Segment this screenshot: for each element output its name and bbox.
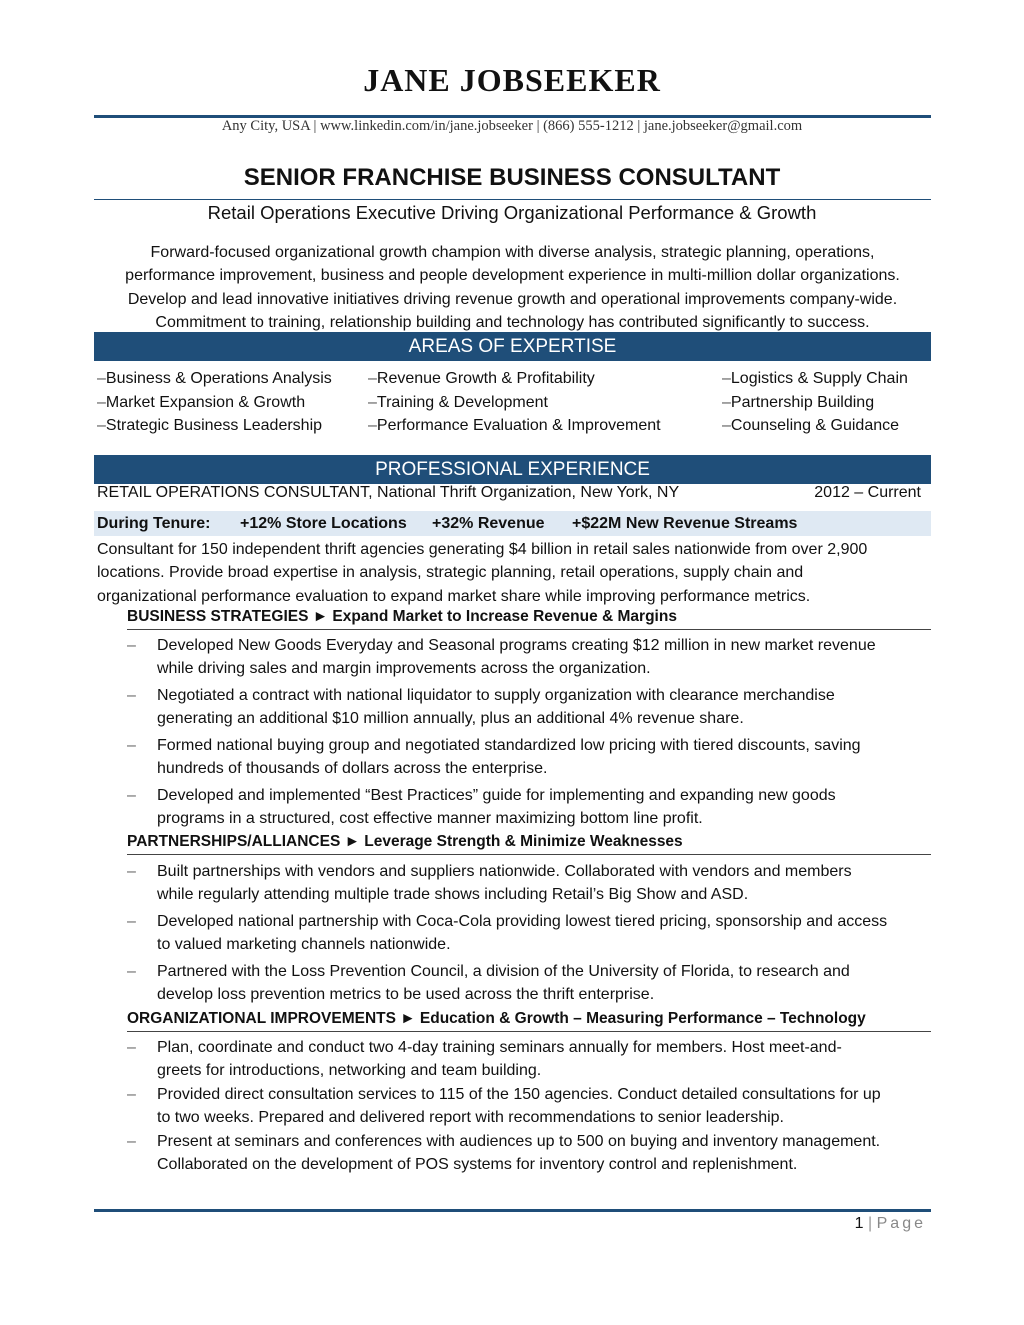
expertise-column-3 [722,367,908,438]
dash-icon: – [722,393,731,411]
dash-icon: – [127,737,136,754]
dash-icon: – [368,417,377,434]
resume-page: JANE JOBSEEKER Any City, USA | www.linkedin.com/in/jane.jobseeker | (866) 555-1212 | jane.jobseeker@gmail.com SENIOR FRANCHISE BUSINESS CONSULTANT Retail Operations Executive Driving Organizational Performance & Growth Forward-focused organizational growth champion with diverse analysis, strategic planning, operations, performance improvement, business and people development experience in multi-million dollar organizations. Develop and lead innovative initiatives driving revenue growth and operational improvements company-wide. Commitment to training, relationship building and technology has contributed significantly to success. AREAS OF EXPERTISE –Business & Operations Analysis –Market Expansion & Growth –Strategic Business Leadership –Revenue Growth & Profitability –Training & Development –Performance Evaluation & Improvement –Logistics & Supply Chain –Partnership Building –Counseling & Guidance PROFESSIONAL EXPERIENCE RETAIL OPERATIONS CONSULTANT, National Thrift Organization, New York, NY 2012 – Current During Tenure: +12% Store Locations +32% Revenue +$22M New Revenue Streams Consultant for 150 independent thrift agencies generating $4 billion in retail sales nationwide from over 2,900 locations. Provide broad expertise in analysis, strategic planning, retail operations, supply chain and organizational performance evaluation to expand market share while improving performance metrics. BUSINESS STRATEGIES ► Expand Market to Increase Revenue & Margins – Developed New Goods Everyday and Seasonal programs creating $12 million in new market revenue while driving sales and margin improvements across the organization. – Negotiated a contract with national liquidator to supply organization with clearance merchandise generating an additional $10 million annually, plus an additional 4% revenue share. – Formed national buying group and negotiated standardized low pricing with tiered discounts, saving hundreds of thousands of dollars across the enterprise. – Developed and implemented “Best Practices” guide for implementing and expanding new goods programs in a structured, cost effective manner maximizing bottom line profit. PARTNERSHIPS/ALLIANCES ► Leverage Strength & Minimize Weaknesses – Built partnerships with vendors and suppliers nationwide. Collaborated with vendors and members while regularly attending multiple trade shows including Retail’s Big Show and ASD. – Developed national partnership with Coca-Cola providing lowest tiered pricing, sponsorship and access to valued marketing channels nationwide. – Partnered with the Loss Prevention Council, a division of the University of Florida, to research and develop loss prevention metrics to be used across the thrift enterprise. ORGANIZATIONAL IMPROVEMENTS ► Education & Growth – Measuring Performance – Technology – Plan, coordinate and conduct two 4-day training seminars annually for members. Host meet-and- greets for introductions, networking and team building. – Provided direct consultation services to 115 of the 150 agencies. Conduct detailed consultations for up to two weeks. Prepared and delivered report with recommendations to senior leadership. – Present at seminars and conferences with audiences up to 500 on buying and inventory management. Collaborated on the development of POS systems for inventory control and replenishment. 1 | Page [0,0,1024,1325]
expertise-item: –Revenue Growth & Profitability [368,370,595,387]
dash-icon: – [97,393,106,411]
dash-icon: – [127,637,136,654]
overview-line: organizational performance evaluation to expand market share while improving performance metrics. [97,587,811,605]
expertise-column-1 [97,367,332,438]
expertise-item: –Strategic Business Leadership [97,417,323,434]
tenure-highlights [94,511,931,536]
headline-divider [94,199,931,200]
subsection-heading: BUSINESS STRATEGIES ► Expand Market to Increase Revenue & Margins [127,608,931,630]
dash-icon: – [127,963,136,980]
tenure-label: During Tenure: [97,515,211,532]
footer-divider [94,1209,931,1212]
overview-line: Consultant for 150 independent thrift agencies generating $4 billion in retail sales nationwide from over 2,900 [97,541,868,558]
candidate-name: JANE JOBSEEKER [363,62,661,98]
expertise-section-header: AREAS OF EXPERTISE [94,332,931,361]
dash-icon: – [368,393,377,411]
dash-icon: – [127,863,136,880]
page-label: Page [876,1215,926,1232]
expertise-item: –Partnership Building [722,393,875,411]
expertise-column-2 [368,367,661,438]
expertise-item: –Market Expansion & Growth [97,393,306,411]
dash-icon: – [127,1086,136,1103]
expertise-item: –Business & Operations Analysis [97,370,332,387]
expertise-item: –Training & Development [368,393,548,411]
page-separator: | [868,1215,873,1232]
expertise-item: –Performance Evaluation & Improvement [368,417,661,434]
dash-icon: – [127,1133,136,1150]
overview-line: locations. Provide broad expertise in analysis, strategic planning, retail operations, supply chain and [97,564,804,582]
dash-icon: – [127,687,136,704]
dash-icon: – [722,370,731,387]
job-overview [97,538,933,608]
dash-icon: – [97,370,106,387]
summary-line: Develop and lead innovative initiatives driving revenue growth and operational improvements company-wide. [127,290,898,308]
dash-icon: – [368,370,377,387]
contact-line: Any City, USA | www.linkedin.com/in/jane.jobseeker | (866) 555-1212 | jane.jobseeker@gmail.com [221,118,803,134]
dash-icon: – [127,787,136,804]
resume-subheadline: Retail Operations Executive Driving Organizational Performance & Growth [207,202,817,223]
summary-line: Forward-focused organizational growth champion with diverse analysis, strategic planning, operations, [150,244,875,261]
subsection-heading: PARTNERSHIPS/ALLIANCES ► Leverage Strength & Minimize Weaknesses [127,833,931,855]
summary-line: Commitment to training, relationship building and technology has contributed significantly to success. [155,313,870,331]
page-footer [855,1215,926,1233]
tenure-stat: +12% Store Locations [240,515,407,532]
tenure-stat: +32% Revenue [432,515,545,532]
summary-paragraph [92,241,933,334]
experience-section-header: PROFESSIONAL EXPERIENCE [94,455,931,484]
tenure-stat: +$22M New Revenue Streams [572,515,798,532]
dash-icon: – [97,417,106,434]
resume-headline: SENIOR FRANCHISE BUSINESS CONSULTANT [243,164,781,191]
dash-icon: – [722,417,731,434]
job-title: RETAIL OPERATIONS CONSULTANT, National Thrift Organization, New York, NY [97,484,680,501]
summary-line: performance improvement, business and people development experience in multi-million dollar organizations. [125,267,900,285]
subsection-heading: ORGANIZATIONAL IMPROVEMENTS ► Education & Growth – Measuring Performance – Technology [127,1010,931,1032]
expertise-item: –Logistics & Supply Chain [722,370,908,387]
dash-icon: – [127,1039,136,1056]
dash-icon: – [127,913,136,930]
page-number: 1 [854,1215,864,1232]
job-dates: 2012 – Current [814,484,921,501]
expertise-item: –Counseling & Guidance [722,417,900,434]
